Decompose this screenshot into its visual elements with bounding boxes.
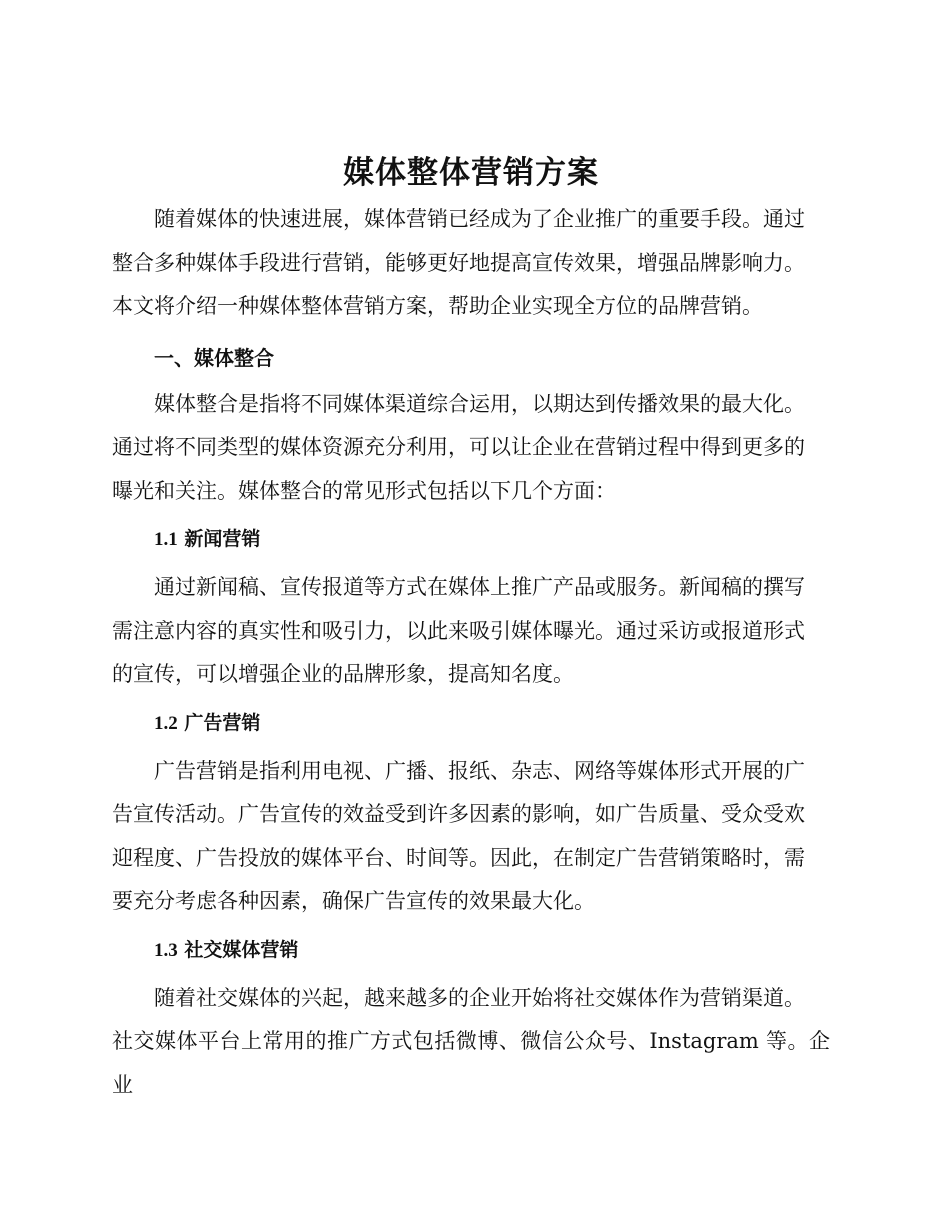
subsection-title: 新闻营销 [184, 528, 261, 550]
subsection-number: 1.1 [154, 529, 178, 550]
subsection-paragraph-news-marketing: 通过新闻稿、宣传报道等方式在媒体上推广产品或服务。新闻稿的撰写 需注意内容的真实性和吸引力，以此来吸引媒体曝光。通过采访或报道形式 的宣传，可以增强企业的品牌形象，提高知名度。 [112, 575, 805, 686]
subsection-number: 1.2 [154, 712, 178, 734]
subsection-heading-ad-marketing [112, 697, 830, 750]
subsection-heading-social-media-marketing [112, 924, 830, 977]
subsection-paragraph-ad-marketing: 广告营销是指利用电视、广播、报纸、杂志、网络等媒体形式开展的广 告宣传活动。广告宣传的效益受到许多因素的影响，如广告质量、受众受欢 迎程度、广告投放的媒体平台、时间等。因此，在制定广告营销策略时，需 要充分考虑各种因素，确保广告宣传的效果最大化。 [112, 758, 805, 913]
subsection-title: 社交媒体营销 [184, 938, 299, 961]
subsection-title: 广告营销 [184, 711, 261, 734]
subsection-paragraph-social-media-marketing: 随着社交媒体的兴起，越来越多的企业开始将社交媒体作为营销渠道。 社交媒体平台上常用的推广方式包括微博、微信公众号、Instagram 等。企业 [112, 985, 830, 1097]
section-heading-media-integration: 一、媒体整合 [154, 345, 274, 370]
subsection-heading-news-marketing [112, 513, 830, 566]
subsection-number: 1.3 [154, 939, 178, 961]
section-paragraph-media-integration: 媒体整合是指将不同媒体渠道综合运用，以期达到传播效果的最大化。 通过将不同类型的媒体资源充分利用，可以让企业在营销过程中得到更多的 曝光和关注。媒体整合的常见形式包括以下几个方面： [112, 391, 805, 503]
page-title: 媒体整体营销方案 [343, 155, 599, 191]
intro-paragraph: 随着媒体的快速进展，媒体营销已经成为了企业推广的重要手段。通过 整合多种媒体手段进行营销，能够更好地提高宣传效果，增强品牌影响力。 本文将介绍一种媒体整体营销方案，帮助企业实现全方位的品牌营销。 [112, 207, 805, 318]
document-page [112, 148, 830, 1107]
